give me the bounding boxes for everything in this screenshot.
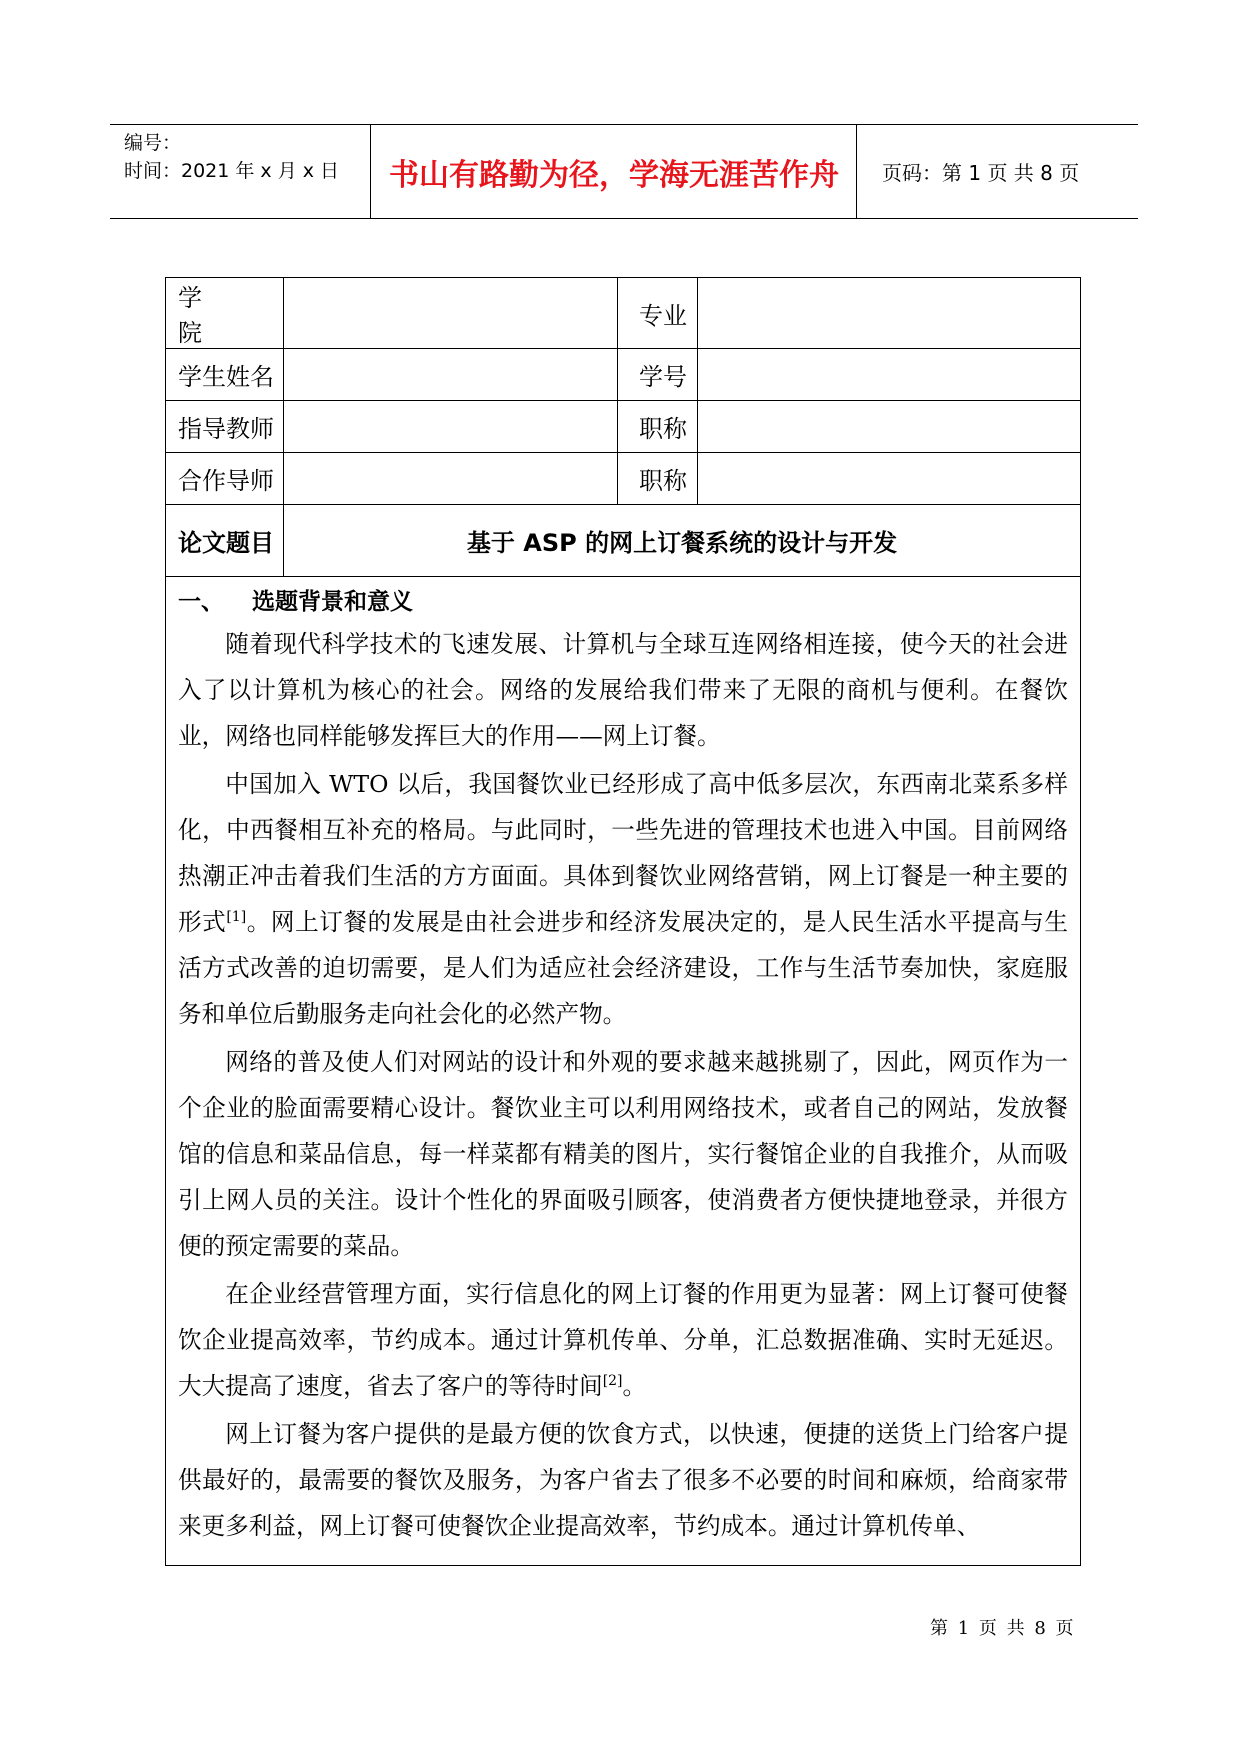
paragraph: 网络的普及使人们对网站的设计和外观的要求越来越挑剔了，因此，网页作为一个企业的脸面需要精心设计。餐饮业主可以利用网络技术，或者自己的网站，发放餐馆的信息和菜品信息，每一样菜都有精美的图片，实行餐馆企业的自我推介，从而吸引上网人员的关注。设计个性化的界面吸引顾客，使消费者方便快捷地登录，并很方便的预定需要的菜品。 (178, 1048, 1068, 1260)
section-title: 选题背景和意义 (252, 589, 413, 615)
paragraph: 网上订餐为客户提供的是最方便的饮食方式，以快速，便捷的送货上门给客户提供最好的，最需要的餐饮及服务，为客户省去了很多不必要的时间和麻烦，给商家带来更多利益，网上订餐可使餐饮企业提高效率，节约成本。通过计算机传单、 (178, 1420, 1068, 1540)
form-row (166, 577, 1081, 1566)
page-footer: 第 1 页 共 8 页 (930, 1618, 1076, 1639)
header-divider (370, 125, 371, 218)
student-name-label: 学生姓名 (166, 349, 284, 401)
paragraph: 随着现代科学技术的飞速发展、计算机与全球互连网络相连接，使今天的社会进入了以计算机为核心的社会。网络的发展给我们带来了无限的商机与便利。在餐饮业，网络也同样能够发挥巨大的作用——网上订餐。 (178, 630, 1068, 750)
student-id-label: 学号 (618, 349, 698, 401)
coadvisor-label: 合作导师 (166, 453, 284, 505)
section-number: 一、 (178, 589, 224, 615)
section-heading (178, 585, 1068, 619)
coadvisor-title-label: 职称 (618, 453, 698, 505)
document-number-label: 编号： (124, 132, 182, 154)
proposal-body (166, 577, 1081, 1566)
header-divider (856, 125, 857, 218)
advisor-title-value (698, 401, 1081, 453)
major-value (698, 278, 1081, 349)
coadvisor-value (284, 453, 618, 505)
paragraph-text: 在企业经营管理方面，实行信息化的网上订餐的作用更为显著：网上订餐可使餐饮企业提高效率，节约成本。通过计算机传单、分单，汇总数据准确、实时无延迟。大大提高了速度，省去了客户的等待时间 (178, 1280, 1068, 1400)
advisor-label: 指导教师 (166, 401, 284, 453)
student-id-value (698, 349, 1081, 401)
form-row (166, 349, 1081, 401)
thesis-title-label: 论文题目 (166, 505, 284, 577)
header-meta (124, 129, 364, 185)
citation-ref: [1] (226, 909, 247, 926)
paragraph-text: 中国加入 WTO 以后，我国餐饮业已经形成了高中低多层次，东西南北菜系多样化，中西餐相互补充的格局。与此同时，一些先进的管理技术也进入中国。目前网络热潮正冲击着我们生活的方方面面。具体到餐饮业网络营销，网上订餐是一种主要的形式 (178, 770, 1068, 936)
student-name-value (284, 349, 618, 401)
form-row (166, 278, 1081, 349)
document-date: 时间：2021 年 x 月 x 日 (124, 160, 340, 182)
document-header (110, 124, 1138, 219)
advisor-title-label: 职称 (618, 401, 698, 453)
thesis-title: 基于 ASP 的网上订餐系统的设计与开发 (284, 505, 1081, 577)
paragraph-text: 。 (622, 1372, 647, 1400)
coadvisor-title-value (698, 453, 1081, 505)
paragraph-text: 。网上订餐的发展是由社会进步和经济发展决定的，是人民生活水平提高与生活方式改善的迫切需要，是人们为适应社会经济建设，工作与生活节奏加快，家庭服务和单位后勤服务走向社会化的必然产物。 (178, 908, 1068, 1028)
form-row (166, 401, 1081, 453)
paragraph (178, 761, 1068, 1037)
citation-ref: [2] (602, 1373, 623, 1390)
college-value (284, 278, 618, 349)
form-row (166, 505, 1081, 577)
major-label: 专业 (618, 278, 698, 349)
thesis-proposal-form (165, 277, 1081, 1566)
college-label: 学院 (166, 278, 284, 349)
header-page-info: 页码：第 1 页 共 8 页 (882, 161, 1080, 185)
paragraph (178, 1271, 1068, 1409)
form-row (166, 453, 1081, 505)
advisor-value (284, 401, 618, 453)
header-motto: 书山有路勤为径，学海无涯苦作舟 (389, 157, 839, 193)
